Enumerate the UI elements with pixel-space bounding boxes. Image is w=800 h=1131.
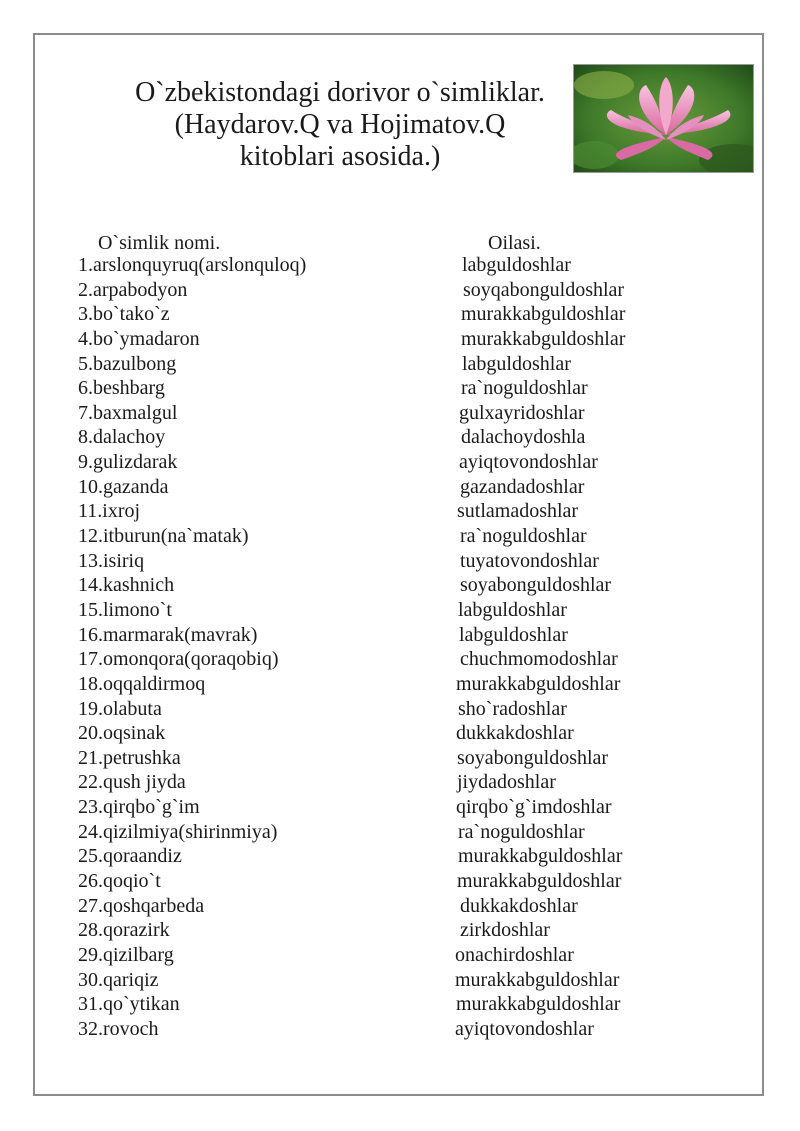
plant-row (0, 302, 800, 327)
plant-family: murakkabguldoshlar (457, 870, 622, 893)
title-line-2: (Haydarov.Q va Hojimatov.Q (174, 109, 506, 140)
name-column-header: O`simlik nomi. (98, 232, 221, 254)
plant-row (0, 770, 800, 795)
plant-row (0, 598, 800, 623)
plant-name: 27.qoshqarbeda (78, 894, 205, 917)
plant-name: 15.limono`t (78, 598, 172, 621)
plant-name: 30.qariqiz (78, 968, 159, 991)
plant-name: 11.ixroj (78, 500, 141, 523)
plant-name: 23.qirqbo`g`im (78, 796, 200, 819)
plant-name: 32.rovoch (78, 1017, 159, 1040)
plant-row (0, 499, 800, 524)
plant-name: 13.isiriq (78, 549, 145, 572)
plant-row (0, 327, 800, 352)
plant-row (0, 425, 800, 450)
plant-family: murakkabguldoshlar (458, 845, 623, 868)
plant-family: onachirdoshlar (455, 943, 574, 966)
plant-row (0, 524, 800, 549)
plant-name: 22.qush jiyda (78, 771, 186, 794)
plant-family: labguldoshlar (462, 352, 571, 375)
plant-family: chuchmomodoshlar (460, 648, 618, 671)
plant-family: murakkabguldoshlar (461, 303, 626, 326)
plant-name: 10.gazanda (78, 475, 169, 498)
plant-family: soyqabonguldoshlar (463, 278, 625, 301)
plant-family: zirkdoshlar (460, 919, 550, 942)
plant-name: 7.baxmalgul (78, 401, 178, 424)
plant-name: 8.dalachoy (78, 426, 166, 449)
plant-row (0, 475, 800, 500)
plant-name: 25.qoraandiz (78, 845, 182, 868)
plant-row (0, 795, 800, 820)
plant-name: 1.arslonquyruq(arslonquloq) (78, 254, 307, 276)
plant-family: gazandadoshlar (460, 475, 585, 498)
plant-row (0, 450, 800, 475)
plant-name: 28.qorazirk (78, 919, 170, 942)
plant-family: soyabonguldoshlar (457, 746, 609, 769)
plant-name: 17.omonqora(qoraqobiq) (78, 648, 279, 671)
plant-name: 4.bo`ymadaron (78, 327, 200, 350)
plant-family: gulxayridoshlar (459, 401, 585, 424)
plant-family: ra`noguldoshlar (460, 525, 587, 548)
plant-row (0, 869, 800, 894)
plant-row (0, 623, 800, 648)
plant-family: dukkakdoshlar (460, 894, 578, 917)
plant-name: 3.bo`tako`z (78, 303, 170, 326)
plant-row (0, 992, 800, 1017)
plant-row (0, 253, 800, 278)
plant-row (0, 844, 800, 869)
plant-family: tuyatovondoshlar (460, 549, 599, 572)
plant-name: 6.beshbarg (78, 377, 165, 400)
plant-row (0, 1017, 800, 1042)
plant-family: labguldoshlar (462, 254, 571, 276)
plant-family: jiydadoshlar (457, 771, 556, 794)
plant-name: 29.qizilbarg (78, 943, 174, 966)
plant-row (0, 943, 800, 968)
plant-name: 16.marmarak(mavrak) (78, 623, 258, 646)
plant-family: ra`noguldoshlar (461, 377, 588, 400)
plant-family: murakkabguldoshlar (456, 993, 621, 1016)
family-column-header: Oilasi. (488, 232, 541, 254)
plant-row (0, 376, 800, 401)
plant-row (0, 401, 800, 426)
plant-row (0, 746, 800, 771)
title-line-1: O`zbekistondagi dorivor o`simliklar. (135, 77, 545, 108)
plant-row (0, 918, 800, 943)
title-line-3: kitoblari asosida.) (239, 141, 441, 172)
plant-row (0, 721, 800, 746)
plant-name: 19.olabuta (78, 697, 162, 720)
plant-name: 14.kashnich (78, 574, 175, 597)
plant-row (0, 573, 800, 598)
lotus-flower-icon (574, 65, 754, 173)
plant-name: 9.gulizdarak (78, 451, 178, 474)
plant-row (0, 549, 800, 574)
lotus-flower-image (573, 64, 754, 173)
plant-row (0, 894, 800, 919)
plant-row (0, 968, 800, 993)
plant-family: ayiqtovondoshlar (455, 1017, 594, 1040)
plant-family: labguldoshlar (458, 598, 567, 621)
plant-row (0, 352, 800, 377)
plant-family: dukkakdoshlar (456, 722, 574, 745)
plant-name: 12.itburun(na`matak) (78, 525, 249, 548)
plant-row (0, 820, 800, 845)
plant-family: soyabonguldoshlar (460, 574, 612, 597)
plant-list (0, 253, 800, 1042)
plant-row (0, 672, 800, 697)
plant-family: labguldoshlar (459, 623, 568, 646)
plant-name: 18.oqqaldirmoq (78, 672, 206, 695)
plant-name: 5.bazulbong (78, 352, 177, 375)
plant-name: 26.qoqio`t (78, 870, 161, 893)
plant-family: dalachoydoshla (461, 426, 586, 449)
plant-family: qirqbo`g`imdoshlar (456, 796, 612, 819)
plant-family: murakkabguldoshlar (456, 672, 621, 695)
plant-name: 2.arpabodyon (78, 278, 188, 301)
plant-row (0, 278, 800, 303)
plant-row (0, 647, 800, 672)
plant-family: sho`radoshlar (458, 697, 567, 720)
plant-family: ayiqtovondoshlar (459, 451, 598, 474)
document-title (100, 77, 580, 173)
plant-family: murakkabguldoshlar (461, 327, 626, 350)
plant-row (0, 697, 800, 722)
plant-family: sutlamadoshlar (457, 500, 579, 523)
plant-name: 20.oqsinak (78, 722, 166, 745)
plant-family: murakkabguldoshlar (455, 968, 620, 991)
plant-name: 24.qizilmiya(shirinmiya) (78, 820, 278, 843)
plant-name: 21.petrushka (78, 746, 181, 769)
plant-name: 31.qo`ytikan (78, 993, 180, 1016)
plant-family: ra`noguldoshlar (458, 820, 585, 843)
